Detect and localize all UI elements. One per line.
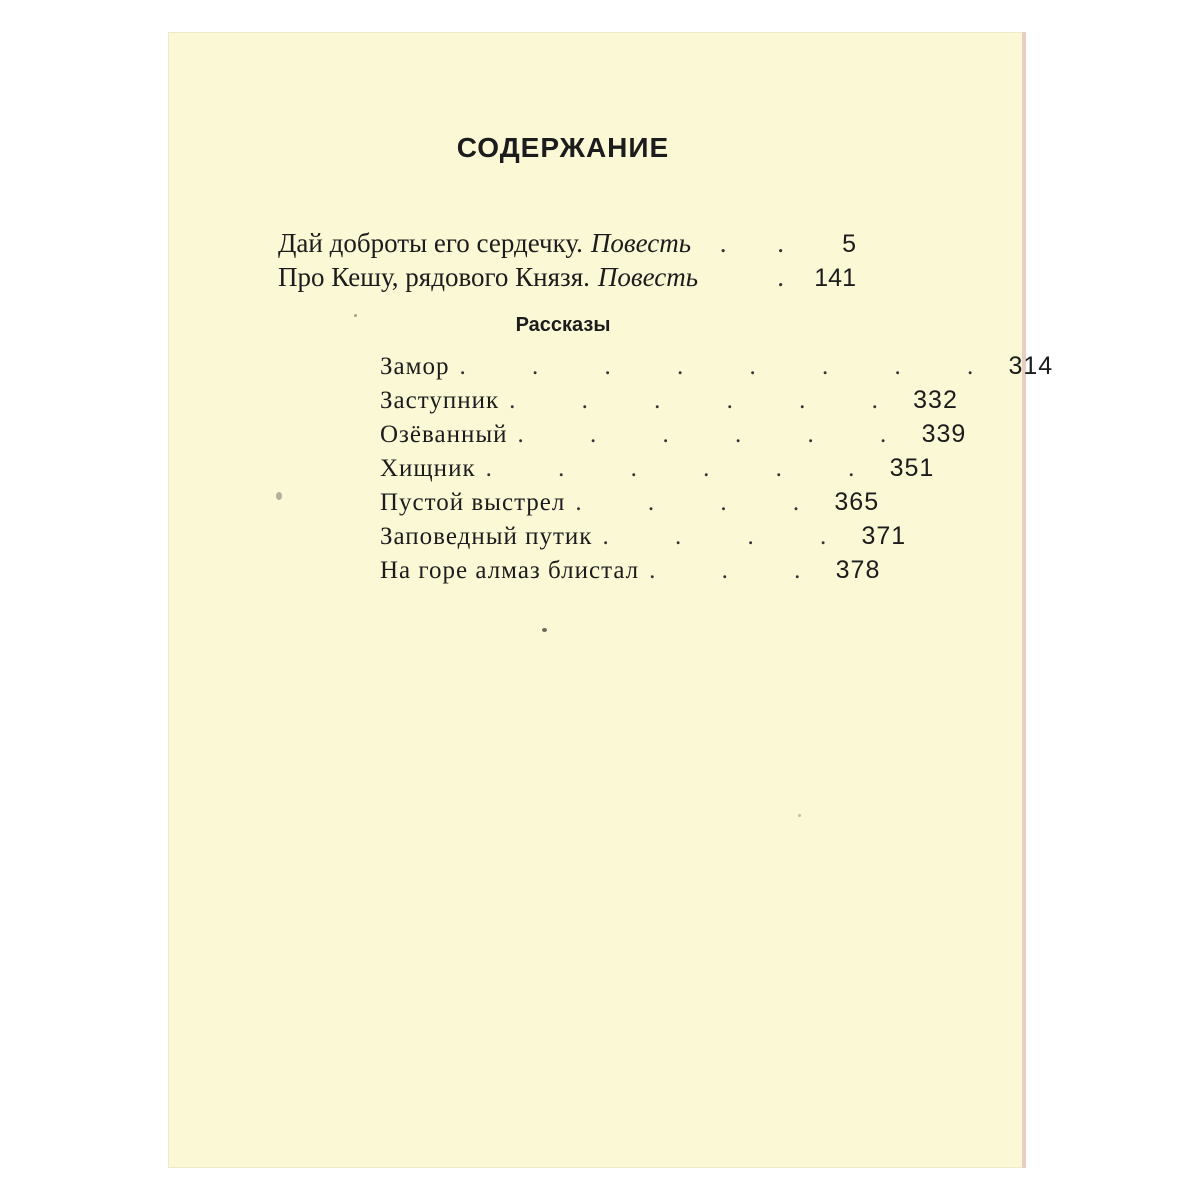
story-title: Хищник [380, 455, 476, 482]
leader-dots: . . . . . . [485, 455, 885, 482]
entry-genre: Повесть [590, 228, 692, 258]
story-page-number: 314 [1008, 352, 1054, 380]
page-edge [1022, 32, 1026, 1168]
entry-title: Про Кешу, рядового Князя. [278, 262, 590, 292]
story-entry [380, 556, 881, 585]
leader-dots: . . . . [602, 523, 857, 550]
toc-entry [278, 262, 856, 293]
story-entry [380, 352, 1054, 381]
section-heading: Рассказы [515, 314, 611, 336]
story-title: Заступник [380, 387, 500, 414]
page-title: СОДЕРЖАНИЕ [456, 132, 670, 163]
entry-page-number: 5 [842, 230, 856, 258]
story-page-number: 332 [913, 386, 958, 414]
leader-dots: . . [719, 228, 806, 258]
paper-speck [276, 492, 282, 500]
leader-dots: . [777, 262, 806, 292]
story-page-number: 351 [889, 454, 935, 482]
toc-entry [278, 228, 856, 259]
story-page-number: 378 [835, 556, 881, 584]
leader-dots: . . . [649, 557, 831, 584]
story-entry [380, 488, 880, 517]
leader-dots: . . . . . . [517, 421, 917, 448]
paper-speck [354, 314, 357, 317]
story-entry [380, 420, 967, 449]
entry-page-number: 141 [814, 264, 856, 292]
story-title: Заповедный путик [380, 523, 593, 550]
leader-dots: . . . . . . [509, 387, 908, 414]
story-page-number: 365 [834, 488, 880, 516]
story-page-number: 339 [921, 420, 967, 448]
paper-speck [798, 814, 801, 817]
story-title: Замор [380, 353, 450, 380]
story-title: Пустой выстрел [380, 489, 566, 516]
story-page-number: 371 [861, 522, 907, 550]
story-entry [380, 386, 958, 415]
story-entry [380, 522, 907, 551]
leader-dots: . . . . . . . . [459, 353, 1004, 380]
paper-speck [542, 628, 547, 632]
story-title: Озёванный [380, 421, 508, 448]
entry-title: Дай доброты его сердечку. [278, 228, 583, 258]
book-page [168, 32, 1054, 1168]
story-title: На горе алмаз блистал [380, 557, 640, 584]
story-entry [380, 454, 935, 483]
entry-genre: Повесть [597, 262, 699, 292]
leader-dots: . . . . [575, 489, 830, 516]
